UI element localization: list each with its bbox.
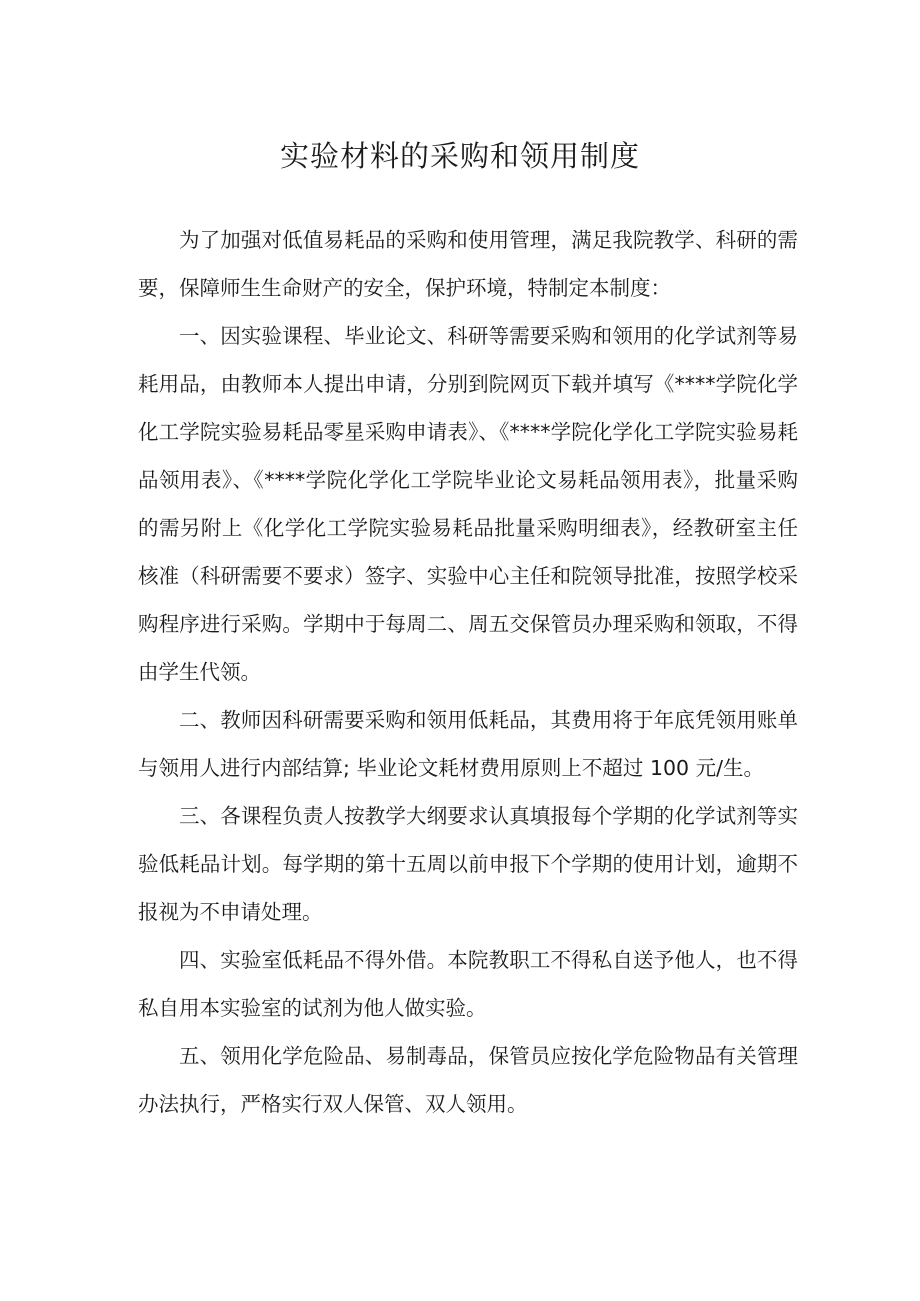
document-title: 实验材料的采购和领用制度 (279, 139, 640, 173)
paragraph-2: 二、教师因科研需要采购和领用低耗品，其费用将于年底凭领用账单与领用人进行内部结算; 毕业论文耗材费用原则上不超过 100 元/生。 (138, 708, 798, 780)
paragraph-1: 一、因实验课程、毕业论文、科研等需要采购和领用的化学试剂等易耗用品，由教师本人提出申请，分别到院网页下载并填写《****学院化学化工学院实验易耗品零星采购申请表》、《****学院化学化工学院实验易耗品领用表》、《****学院化学化工学院毕业论文易耗品领用表》，批量采购的需另附上《化学化工学院实验易耗品批量采购明细表》，经教研室主任核准（科研需要不要求）签字、实验中心主任和院领导批准，按照学校采购程序进行采购。学期中于每周二、周五交保管员办理采购和领取，不得由学生代领。 (138, 324, 798, 684)
document-body (138, 216, 798, 1128)
paragraph-4: 四、实验室低耗品不得外借。本院教职工不得私自送予他人，也不得私自用本实验室的试剂为他人做实验。 (138, 948, 798, 1020)
paragraph-3: 三、各课程负责人按教学大纲要求认真填报每个学期的化学试剂等实验低耗品计划。每学期的第十五周以前申报下个学期的使用计划，逾期不报视为不申请处理。 (138, 804, 798, 924)
paragraph-intro: 为了加强对低值易耗品的采购和使用管理，满足我院教学、科研的需要，保障师生生命财产的安全，保护环境，特制定本制度： (138, 228, 798, 300)
paragraph-5: 五、领用化学危险品、易制毒品，保管员应按化学危险物品有关管理办法执行，严格实行双人保管、双人领用。 (138, 1044, 798, 1116)
